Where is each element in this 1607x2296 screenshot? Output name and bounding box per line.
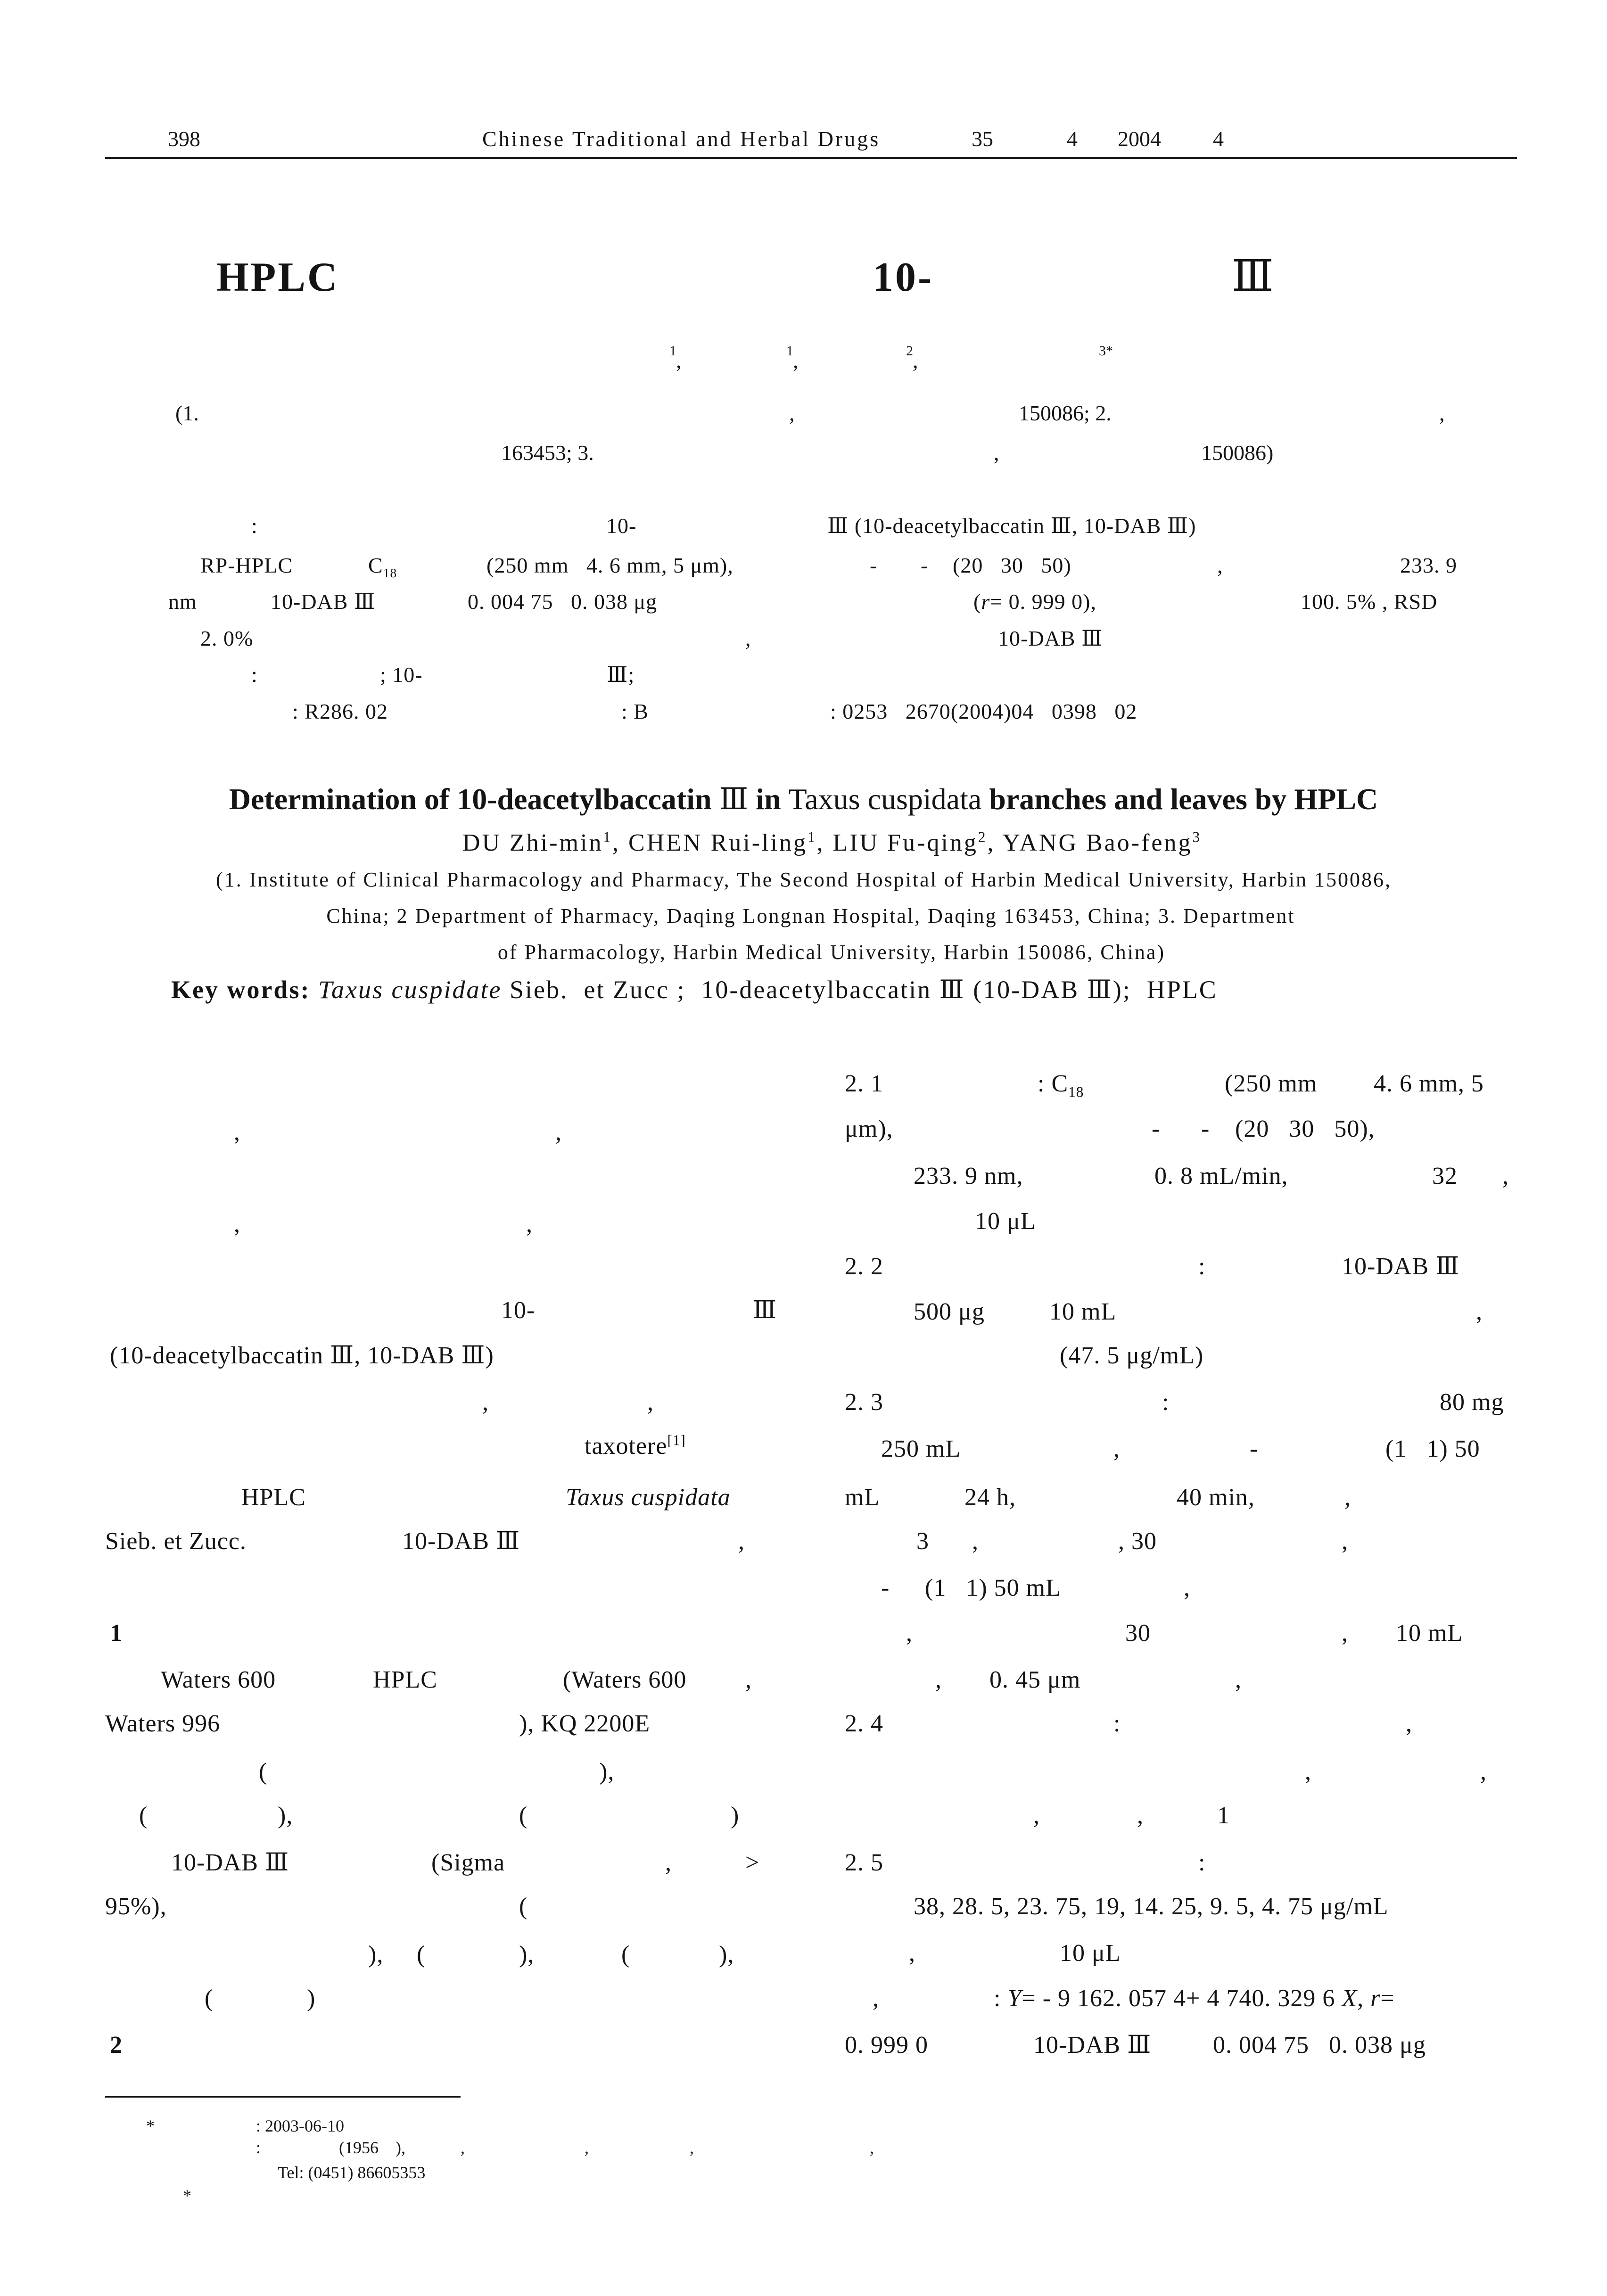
volume-number: 35 (972, 127, 993, 151)
body-text: ( (205, 1985, 214, 2012)
body-text: Sieb. et Zucc. (105, 1528, 247, 1555)
body-text: ( (417, 1941, 426, 1968)
body-text: ), (368, 1941, 384, 1968)
abstract-text: Ⅲ (10-deacetylbaccatin Ⅲ, 10-DAB Ⅲ) (827, 514, 1196, 538)
body-text: (47. 5 μg/mL) (1060, 1342, 1204, 1369)
body-text: = (1380, 1985, 1395, 2012)
body-text: , (1480, 1758, 1487, 1785)
body-text: (250 mm (1225, 1070, 1318, 1097)
body-text: 30 (1125, 1620, 1151, 1647)
abstract-text: (20 30 50) (953, 553, 1071, 577)
body-text: ), (519, 1941, 535, 1968)
author-separator: , (793, 348, 799, 372)
body-text: , (526, 1211, 533, 1238)
affiliation-en-line: (1. Institute of Clinical Pharmacology and Pharmacy, The Second Hospital of Harbin Medical University, Harbin 150086, (216, 868, 1392, 891)
body-text: , (1033, 1802, 1040, 1829)
author-affiliation-marker: 1 (669, 343, 676, 359)
footnote-phone: Tel: (0451) 86605353 (278, 2163, 426, 2182)
author-affiliation-marker: 3* (1099, 343, 1113, 359)
subsection-number: 2. 5 (845, 1849, 883, 1876)
body-text: > (745, 1849, 760, 1876)
subscript: 18 (1068, 1083, 1084, 1100)
body-text: 10 μL (1060, 1940, 1121, 1967)
keywords-label: Key words: (171, 976, 311, 1004)
body-text: mL (845, 1484, 880, 1511)
author-affiliation-marker: 2 (906, 343, 913, 359)
subscript: 18 (383, 566, 397, 581)
body-text: 10 mL (1049, 1298, 1117, 1325)
body-text: taxotere (585, 1433, 668, 1460)
article-id: : 0253 2670(2004)04 0398 02 (830, 699, 1137, 723)
body-text: 10 μL (975, 1208, 1036, 1235)
abstract-text: , (1217, 553, 1223, 577)
body-text: ( (621, 1941, 630, 1968)
reference-marker: [1] (667, 1432, 686, 1449)
regression-equation (994, 1986, 1395, 2011)
footnote-rule (105, 2096, 461, 2098)
body-text: : (994, 1985, 1008, 2012)
body-text: Waters 600 (161, 1666, 276, 1693)
body-text: 0. 8 mL/min, (1154, 1163, 1288, 1189)
title-en-part: Determination of 10-deacetylbaccatin (229, 782, 712, 816)
body-text: 32 (1432, 1163, 1458, 1189)
footnote-text: , (585, 2138, 589, 2157)
author-separator: , (816, 829, 825, 856)
body-text: - (1201, 1115, 1210, 1142)
body-text: , (1137, 1802, 1144, 1829)
body-text: 10-DAB Ⅲ (1342, 1253, 1460, 1280)
abstract-text: 10-DAB Ⅲ (998, 626, 1103, 650)
body-text: 80 mg (1440, 1389, 1504, 1416)
body-text: (Sigma (431, 1849, 505, 1876)
abstract-text: (250 mm 4. 6 mm, 5 μm), (486, 553, 733, 577)
author-name: DU Zhi-min (462, 829, 603, 856)
variable-y: Y (1007, 1985, 1022, 2012)
body-text: = - 9 162. 057 4+ 4 740. 329 6 (1022, 1985, 1342, 2012)
body-text: : C (1038, 1070, 1069, 1097)
body-text: , (1342, 1620, 1348, 1647)
body-text: 38, 28. 5, 23. 75, 19, 14. 25, 9. 5, 4. 75 μg/mL (914, 1893, 1389, 1920)
title-en-part: Ⅲ (719, 782, 749, 816)
body-text: , (555, 1119, 562, 1146)
body-text: , (909, 1940, 915, 1967)
authors-en (330, 828, 1334, 856)
abstract-text: nm (168, 590, 197, 614)
title-en-part: branches and leaves by HPLC (989, 782, 1378, 816)
section-heading-1: 1 (110, 1620, 123, 1647)
keywords-cn-text: ; 10- (380, 663, 423, 687)
body-text: ), (599, 1758, 615, 1785)
keywords-en (171, 977, 1218, 1002)
author-name: YANG Bao-feng (1002, 829, 1193, 856)
body-text: , (1184, 1574, 1190, 1601)
author-separator: , (612, 829, 621, 856)
footnote-text: : (256, 2138, 261, 2157)
body-text: (1 1) 50 (1385, 1435, 1480, 1462)
body-text: 4. 6 mm, 5 (1374, 1070, 1484, 1097)
correlation-coefficient (973, 591, 1096, 613)
body-text: HPLC (373, 1666, 437, 1693)
body-text: ), (278, 1802, 293, 1829)
author-separator: , (913, 348, 918, 372)
body-text: 3 (916, 1528, 929, 1555)
body-text: 500 μg (914, 1298, 985, 1325)
species-name: Taxus cuspidata (566, 1484, 731, 1511)
body-text: - (1250, 1435, 1259, 1462)
subsection-number: 2. 3 (845, 1389, 883, 1416)
body-text: , (1235, 1666, 1242, 1693)
body-text: Ⅲ (753, 1297, 777, 1324)
body-text: , (647, 1389, 654, 1416)
page-number: 398 (168, 127, 200, 151)
author-separator: , (987, 829, 996, 856)
abstract-text: r (981, 590, 990, 614)
journal-name: Chinese Traditional and Herbal Drugs (482, 127, 881, 151)
body-text: ) (307, 1985, 316, 2012)
footnote-text: , (870, 2138, 874, 2157)
body-text: , (1357, 1985, 1371, 2012)
classification-number: : R286. 02 (292, 699, 388, 723)
footnote-text: : 2003-06-10 (256, 2116, 344, 2135)
body-text: , (1344, 1484, 1351, 1511)
section-heading-2: 2 (110, 2032, 123, 2058)
body-text: 1 (1217, 1802, 1230, 1829)
publication-month: 4 (1213, 127, 1224, 151)
body-text: , (1502, 1163, 1509, 1189)
author-name: CHEN Rui-ling (628, 829, 808, 856)
affiliation-cn-text: , (789, 401, 795, 425)
author-separator: , (676, 348, 682, 372)
footnote-text: (1956 ), (339, 2138, 405, 2157)
body-text: ( (519, 1802, 528, 1829)
abstract-text: 2. 0% (200, 626, 254, 650)
header-rule (105, 157, 1517, 159)
abstract-text: 0. 004 75 0. 038 μg (468, 590, 658, 614)
affiliation-cn-text: , (994, 441, 999, 465)
title-en-part: in (756, 782, 781, 816)
affiliation-cn-text: 150086; 2. (1019, 401, 1112, 425)
body-text: , (234, 1211, 240, 1238)
abstract-text: - (921, 553, 929, 577)
affiliation-cn-text: 163453; 3. (501, 441, 594, 465)
body-text: (10-deacetylbaccatin Ⅲ, 10-DAB Ⅲ) (110, 1342, 494, 1369)
body-text: , (873, 1985, 879, 2012)
affiliation-cn-text: 150086) (1201, 441, 1274, 465)
body-text: μm), (845, 1115, 893, 1142)
author-affiliation-marker: 1 (807, 828, 817, 845)
author-affiliation-marker: 2 (978, 828, 988, 845)
abstract-text: = 0. 999 0), (990, 590, 1096, 614)
keywords-cn-text: Ⅲ; (607, 663, 635, 687)
body-text: , (234, 1119, 240, 1146)
body-text: Waters 996 (105, 1710, 221, 1737)
keywords-cn-text: : (251, 663, 258, 687)
author-name: LIU Fu-qing (832, 829, 978, 856)
body-text: (1 1) 50 mL (925, 1574, 1061, 1601)
abstract-text: C (368, 553, 383, 577)
title-en (94, 784, 1513, 814)
title-cn-part: Ⅲ (1232, 252, 1274, 300)
body-text: ( (139, 1802, 148, 1829)
issue-number: 4 (1067, 127, 1078, 151)
body-text: , 30 (1118, 1528, 1157, 1555)
body-text: 10 mL (1396, 1620, 1463, 1647)
title-cn-part: 10- (873, 254, 934, 300)
body-text: 10-DAB Ⅲ (1033, 2032, 1152, 2058)
body-text: , (482, 1389, 489, 1416)
abstract-text: 100. 5% , RSD (1301, 590, 1438, 614)
body-text: , (1406, 1710, 1412, 1737)
affiliation-cn-text: (1. (175, 401, 199, 425)
subsection-number: 2. 1 (845, 1070, 883, 1097)
body-text: - (881, 1574, 890, 1601)
body-text: , (1342, 1528, 1348, 1555)
abstract-text: 233. 9 (1400, 553, 1457, 577)
body-text: ), KQ 2200E (519, 1710, 651, 1737)
abstract-text: 10- (606, 514, 637, 538)
body-text: 10-DAB Ⅲ (402, 1528, 520, 1555)
footnote-marker: * (146, 2116, 155, 2135)
body-text: 0. 004 75 0. 038 μg (1213, 2032, 1426, 2058)
body-text: 10- (501, 1297, 536, 1324)
abstract-text: ( (973, 590, 981, 614)
citation (585, 1434, 686, 1459)
body-text: : (1198, 1253, 1206, 1280)
subsection-number: 2. 2 (845, 1253, 883, 1280)
abstract-text: , (745, 626, 751, 650)
body-text: , (738, 1528, 745, 1555)
body-text: , (1305, 1758, 1311, 1785)
body-text: 250 mL (881, 1435, 961, 1462)
body-text: , (935, 1666, 942, 1693)
body-text: - (1152, 1115, 1161, 1142)
abstract-text: - (870, 553, 878, 577)
column-spec (368, 553, 397, 581)
variable-x: X (1342, 1985, 1358, 2012)
body-text: ), (719, 1941, 734, 1968)
footnote-text: , (690, 2138, 694, 2157)
body-text: 95%), (105, 1893, 167, 1920)
affiliation-en-line: of Pharmacology, Harbin Medical University, Harbin 150086, China) (497, 941, 1166, 964)
document-code: : B (621, 699, 649, 723)
column-spec (1038, 1070, 1084, 1100)
footnote-text: , (461, 2138, 465, 2157)
title-cn-part: HPLC (216, 254, 339, 300)
affiliation-en-line: China; 2 Department of Pharmacy, Daqing Longnan Hospital, Daqing 163453, China; 3. Department (326, 904, 1295, 927)
body-text: , (972, 1528, 979, 1555)
body-text: , (745, 1666, 752, 1693)
body-text: 40 min, (1177, 1484, 1255, 1511)
body-text: : (1162, 1389, 1170, 1416)
affiliation-cn-text: , (1439, 401, 1445, 425)
body-text: , (1476, 1298, 1483, 1325)
body-text: 0. 999 0 (845, 2032, 928, 2058)
body-text: ( (259, 1758, 268, 1785)
body-text: 0. 45 μm (989, 1666, 1081, 1693)
keywords-list: Sieb. et Zucc ; 10-deacetylbaccatin Ⅲ (10-DAB Ⅲ); HPLC (502, 976, 1218, 1004)
body-text: ( (519, 1893, 528, 1920)
author-affiliation-marker: 3 (1192, 828, 1202, 845)
author-affiliation-marker: 1 (786, 343, 793, 359)
body-text: ) (731, 1802, 740, 1829)
body-text: 24 h, (964, 1484, 1016, 1511)
variable-r: r (1370, 1985, 1381, 2012)
body-text: , (906, 1620, 913, 1647)
body-text: (Waters 600 (563, 1666, 687, 1693)
publication-year: 2004 (1118, 127, 1161, 151)
title-en-species: Taxus cuspidata (788, 782, 982, 816)
subsection-number: 2. 4 (845, 1710, 883, 1737)
body-text: : (1113, 1710, 1121, 1737)
body-text: (20 30 50), (1235, 1115, 1375, 1142)
footnote-marker: * (183, 2186, 191, 2205)
body-text: : (1198, 1849, 1206, 1876)
body-text: 10-DAB Ⅲ (171, 1849, 289, 1876)
body-text: , (665, 1849, 672, 1876)
abstract-text: RP-HPLC (200, 553, 293, 577)
keyword-species: Taxus cuspidate (318, 976, 502, 1004)
body-text: 233. 9 nm, (914, 1163, 1023, 1189)
abstract-text: 10-DAB Ⅲ (271, 590, 376, 614)
body-text: HPLC (241, 1484, 306, 1511)
body-text: , (1113, 1435, 1120, 1462)
abstract-text: : (251, 514, 258, 538)
author-affiliation-marker: 1 (603, 828, 613, 845)
